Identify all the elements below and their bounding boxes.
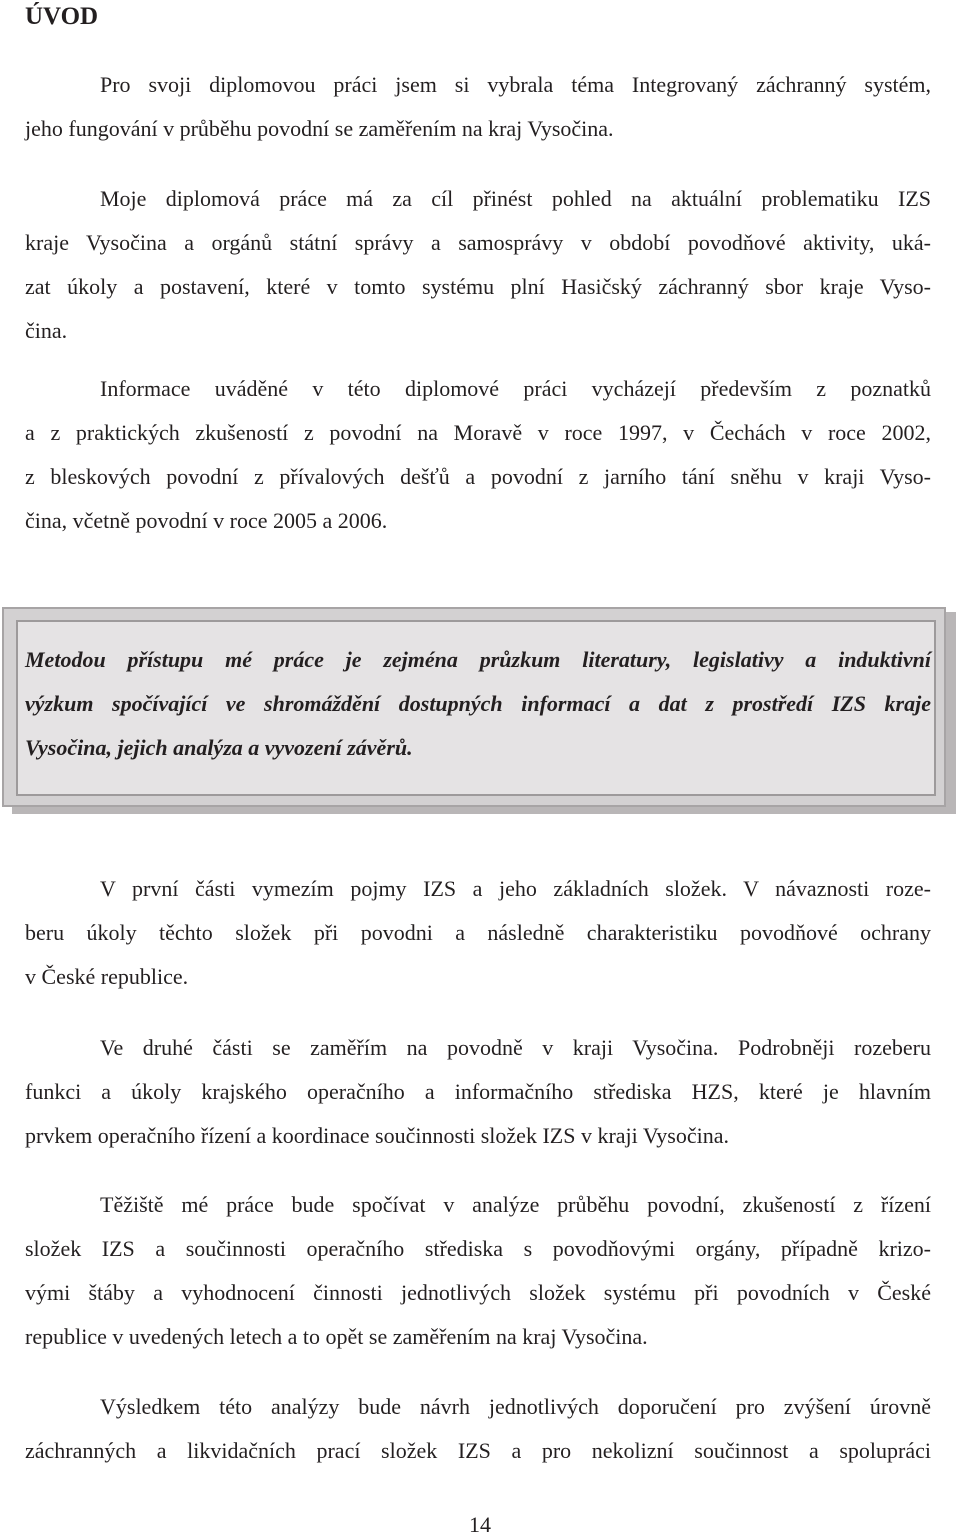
text-line: Moje diplomová práce má za cíl přinést pohled na aktuální problematiku IZS	[100, 186, 931, 211]
text-line: v České republice.	[25, 964, 189, 989]
text-line: čina.	[25, 318, 68, 343]
text-line: beru úkoly těchto složek při povodni a následně charakteristiku povodňové ochrany	[25, 920, 931, 945]
paragraph-topic	[25, 63, 931, 151]
text-line: čina, včetně povodní v roce 2005 a 2006.	[25, 508, 388, 533]
text-line: Těžiště mé práce bude spočívat v analýze průběhu povodní, zkušeností z řízení	[100, 1192, 931, 1217]
page-number: 14	[469, 1512, 491, 1537]
text-line: z bleskových povodní z přívalových dešťů a povodní z jarního tání sněhu v kraji Vyso-	[25, 464, 931, 489]
text-line: Vysočina, jejich analýza a vyvození závěrů.	[25, 735, 413, 760]
text-line: Ve druhé části se zaměřím na povodně v kraji Vysočina. Podrobněji rozeberu	[100, 1035, 931, 1060]
text-line: vými štáby a vyhodnocení činnosti jednotlivých složek systému při povodních v České	[25, 1280, 931, 1305]
paragraph-sources	[25, 367, 931, 543]
text-line: a z praktických zkušeností z povodní na Moravě v roce 1997, v Čechách v roce 2002,	[25, 420, 931, 445]
paragraph-core	[25, 1183, 931, 1359]
paragraph-part-two	[25, 1026, 931, 1158]
text-line: jeho fungování v průběhu povodní se zaměřením na kraj Vysočina.	[25, 116, 614, 141]
methodology-statement	[25, 638, 931, 770]
text-line: Informace uváděné v této diplomové práci vycházejí především z poznatků	[100, 376, 931, 401]
text-line: Výsledkem této analýzy bude návrh jednotlivých doporučení pro zvýšení úrovně	[100, 1394, 931, 1419]
paragraph-result	[25, 1385, 931, 1473]
text-line: kraje Vysočina a orgánů státní správy a samosprávy v období povodňové aktivity, uká-	[25, 230, 931, 255]
text-line: prvkem operačního řízení a koordinace součinnosti složek IZS v kraji Vysočina.	[25, 1123, 730, 1148]
text-line: republice v uvedených letech a to opět se zaměřením na kraj Vysočina.	[25, 1324, 648, 1349]
paragraph-aim	[25, 177, 931, 353]
text-line: zat úkoly a postavení, které v tomto systému plní Hasičský záchranný sbor kraje Vyso-	[25, 274, 931, 299]
text-line: Pro svoji diplomovou práci jsem si vybrala téma Integrovaný záchranný systém,	[100, 72, 931, 97]
text-line: Metodou přístupu mé práce je zejména průzkum literatury, legislativy a induktivní	[25, 647, 931, 672]
text-line: výzkum spočívající ve shromáždění dostupných informací a dat z prostředí IZS kraje	[25, 691, 931, 716]
text-line: záchranných a likvidačních prací složek IZS a pro nekolizní součinnost a spolupráci	[25, 1438, 931, 1463]
text-line: složek IZS a součinnosti operačního střediska s povodňovými orgány, případně krizo-	[25, 1236, 931, 1261]
section-heading: ÚVOD	[25, 3, 99, 30]
text-line: V první části vymezím pojmy IZS a jeho základních složek. V návaznosti roze-	[100, 876, 931, 901]
text-line: funkci a úkoly krajského operačního a informačního střediska HZS, které je hlavním	[25, 1079, 931, 1104]
paragraph-part-one	[25, 867, 931, 999]
